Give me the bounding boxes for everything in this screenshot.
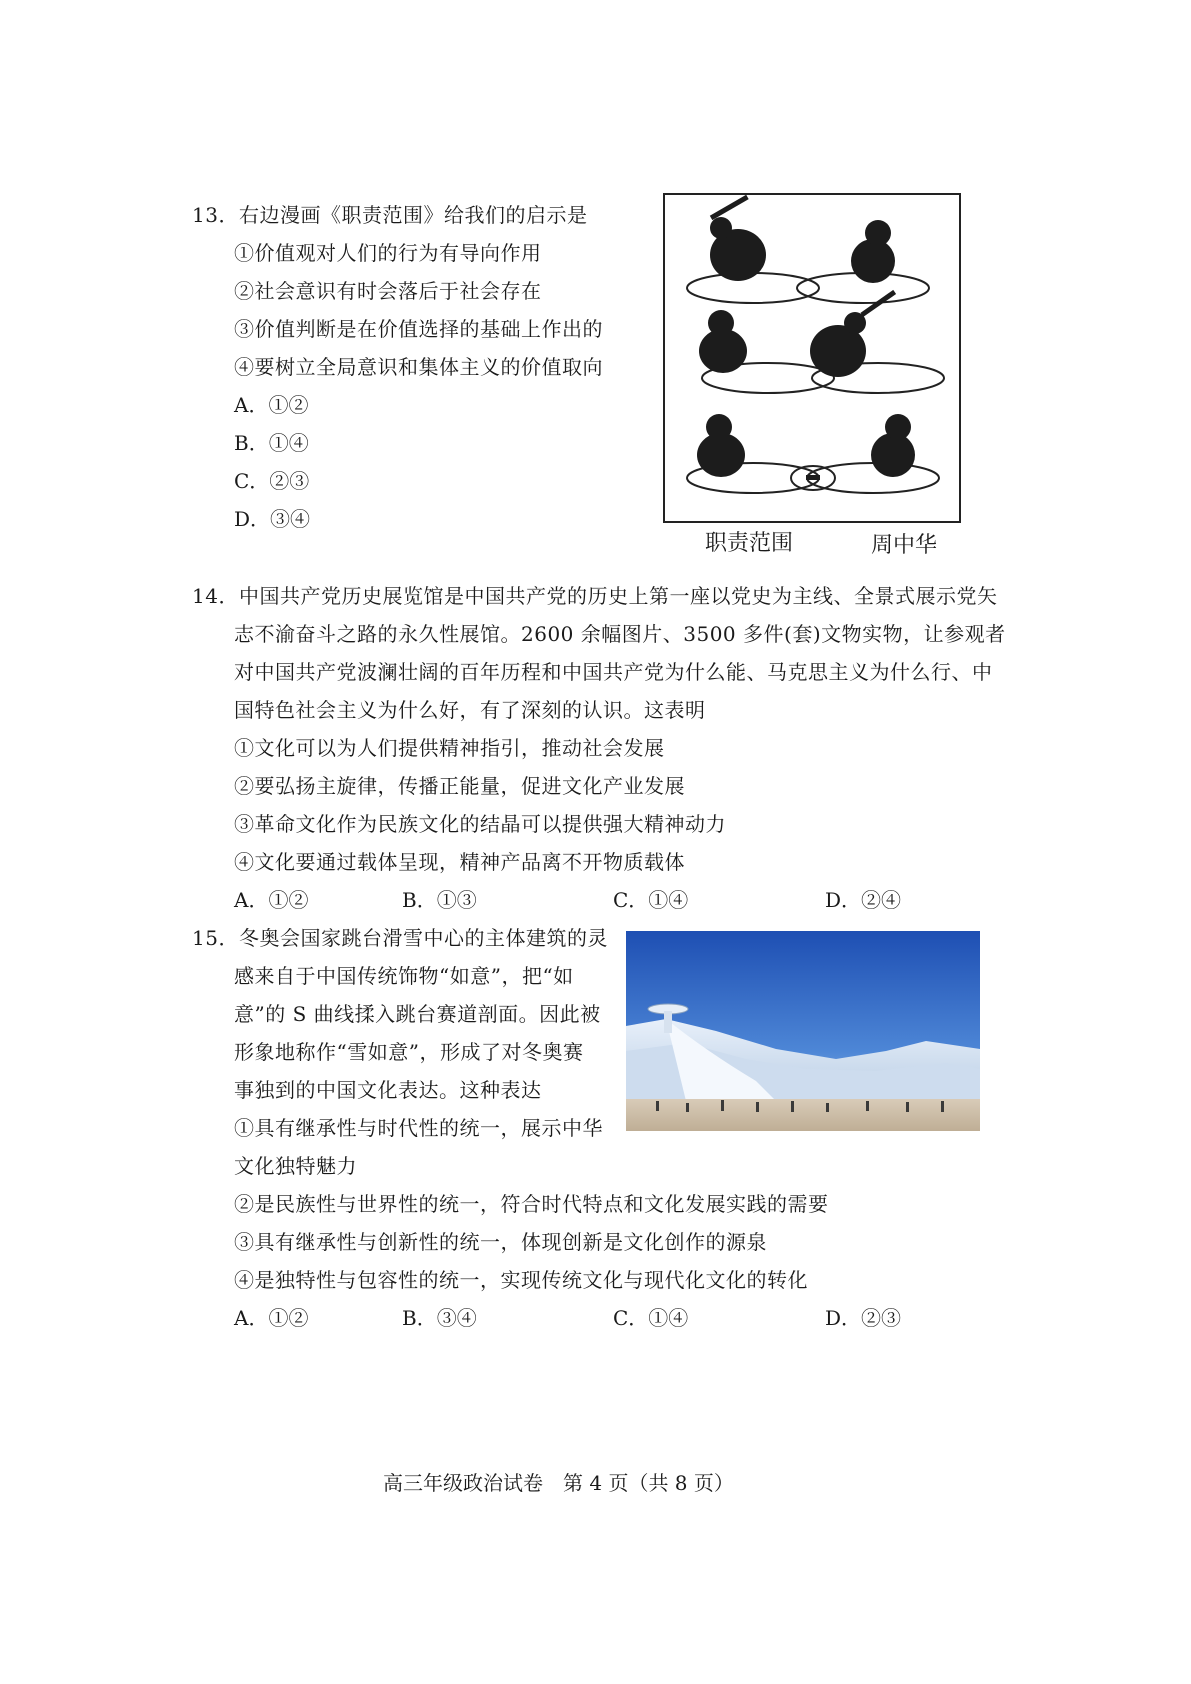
cartoon-figure (663, 193, 961, 556)
cartoon-caption-author: 周中华 (871, 533, 938, 558)
q14-option-b[interactable]: B．①③ (402, 888, 477, 912)
q13-option-a[interactable]: A．①② (234, 393, 309, 417)
q14-stem-line-1: 14．中国共产党历史展览馆是中国共产党的历史上第一座以党史为主线、全景式展示党矢 (192, 584, 998, 608)
q14-option-a[interactable]: A．①② (234, 888, 309, 912)
q14-stem-line-2: 志不渝奋斗之路的永久性展馆。2600 余幅图片、3500 多件(套)文物实物，让参观者 (234, 622, 1006, 646)
q15-item-2: ②是民族性与世界性的统一，符合时代特点和文化发展实践的需要 (234, 1192, 829, 1216)
q14-item-3: ③革命文化作为民族文化的结晶可以提供强大精神动力 (234, 812, 726, 836)
page-footer: 高三年级政治试卷 第 4 页（共 8 页） (383, 1471, 734, 1495)
ski-jump-photo (626, 931, 980, 1131)
q14-stem-line-4: 国特色社会主义为什么好，有了深刻的认识。这表明 (234, 698, 706, 722)
q15-stem-line-3: 意”的 S 曲线揉入跳台赛道剖面。因此被 (234, 1002, 601, 1026)
q15-item-3: ③具有继承性与创新性的统一，体现创新是文化创作的源泉 (234, 1230, 767, 1254)
q15-option-c[interactable]: C．①④ (613, 1306, 689, 1330)
q14-option-d[interactable]: D．②④ (825, 888, 902, 912)
q15-item-1: ①具有继承性与时代性的统一，展示中华 (234, 1116, 603, 1140)
q14-item-1: ①文化可以为人们提供精神指引，推动社会发展 (234, 736, 665, 760)
q15-item-4: ④是独特性与包容性的统一，实现传统文化与现代化文化的转化 (234, 1268, 808, 1292)
q13-item-4: ④要树立全局意识和集体主义的价值取向 (234, 355, 603, 379)
ski-jump-illustration (626, 931, 980, 1131)
cartoon-drawing (663, 193, 961, 556)
q13-option-c[interactable]: C．②③ (234, 469, 310, 493)
q15-option-b[interactable]: B．③④ (402, 1306, 477, 1330)
q13-item-3: ③价值判断是在价值选择的基础上作出的 (234, 317, 603, 341)
q14-item-2: ②要弘扬主旋律，传播正能量，促进文化产业发展 (234, 774, 685, 798)
q15-stem-line-2: 感来自于中国传统饰物“如意”，把“如 (234, 964, 574, 988)
q15-item-1-cont: 文化独特魅力 (234, 1154, 357, 1178)
q14-option-c[interactable]: C．①④ (613, 888, 689, 912)
q15-stem-line-4: 形象地称作“雪如意”，形成了对冬奥赛 (234, 1040, 584, 1064)
q14-stem-line-3: 对中国共产党波澜壮阔的百年历程和中国共产党为什么能、马克思主义为什么行、中 (234, 660, 993, 684)
q15-option-a[interactable]: A．①② (234, 1306, 309, 1330)
q15-stem-line-5: 事独到的中国文化表达。这种表达 (234, 1078, 542, 1102)
q13-item-2: ②社会意识有时会落后于社会存在 (234, 279, 542, 303)
cartoon-caption-title: 职责范围 (705, 531, 794, 556)
q15-option-d[interactable]: D．②③ (825, 1306, 902, 1330)
q13-option-b[interactable]: B．①④ (234, 431, 309, 455)
q15-stem-line-1: 15．冬奥会国家跳台滑雪中心的主体建筑的灵 (192, 926, 608, 950)
q13-stem: 13．右边漫画《职责范围》给我们的启示是 (192, 203, 588, 227)
q14-item-4: ④文化要通过载体呈现，精神产品离不开物质载体 (234, 850, 685, 874)
q13-item-1: ①价值观对人们的行为有导向作用 (234, 241, 542, 265)
q13-option-d[interactable]: D．③④ (234, 507, 311, 531)
